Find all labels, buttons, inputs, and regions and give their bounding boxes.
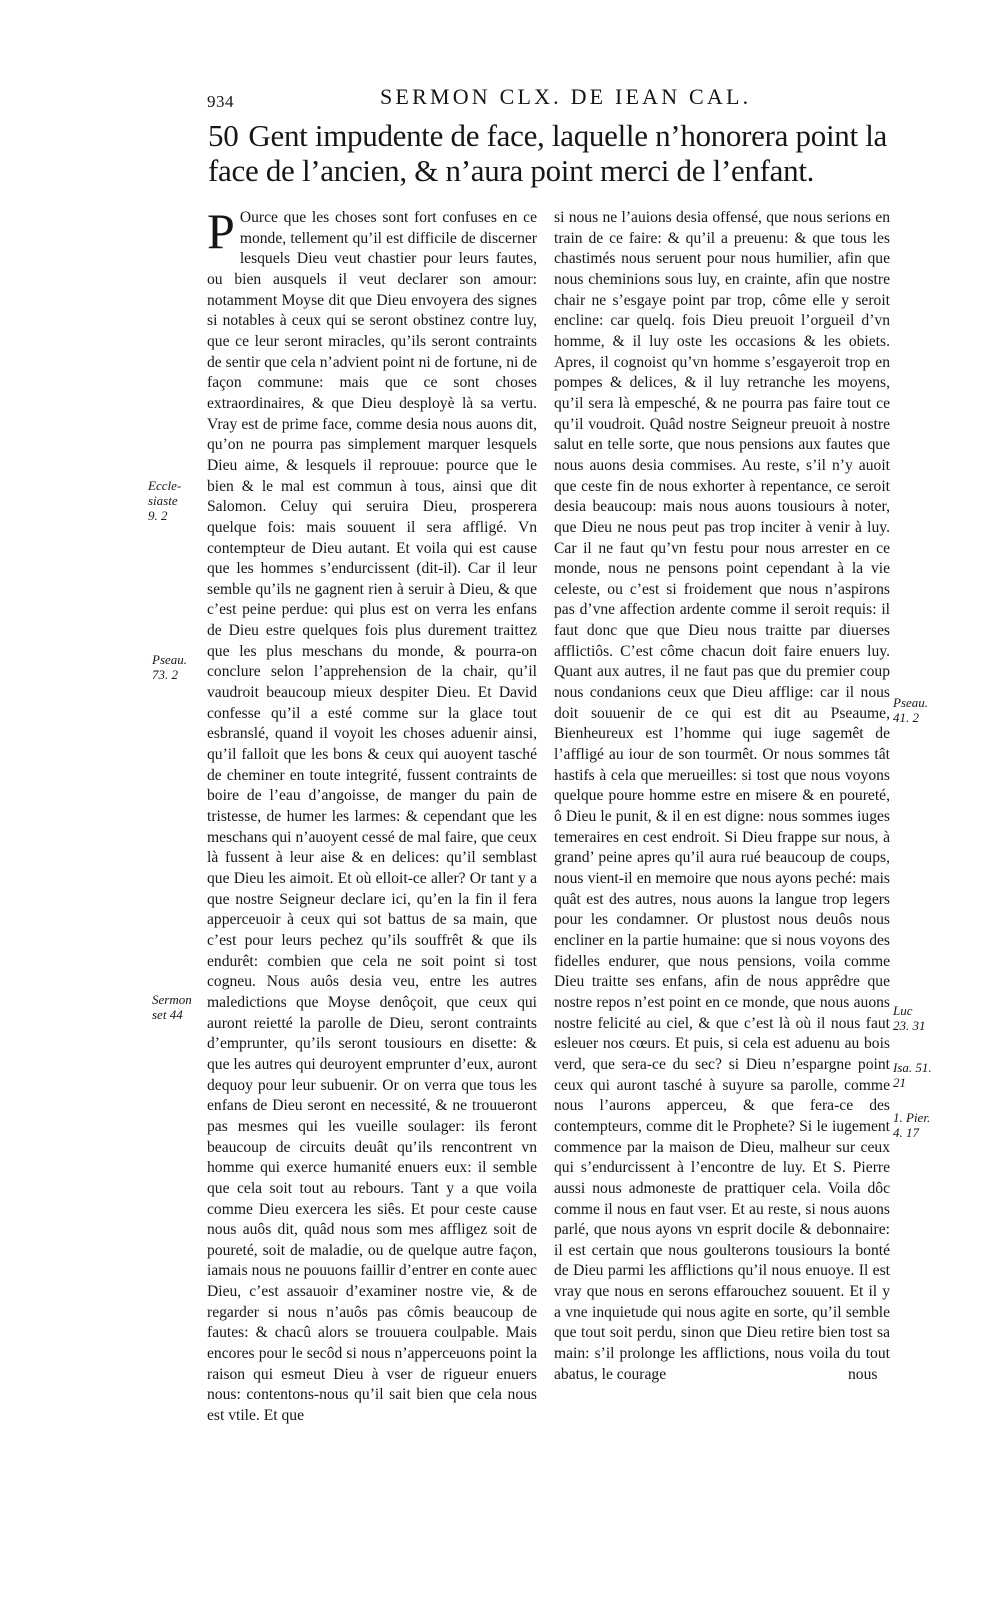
margin-note-line: set 44 [152,1007,183,1022]
margin-note-pierre [893,1110,930,1140]
page-number: 934 [207,92,234,111]
margin-note-line: 1. Pier. [893,1110,931,1125]
catchword: nous [848,1366,878,1383]
margin-note-line: Luc [893,1003,913,1018]
margin-note-line: Isa. 51. [893,1060,932,1075]
margin-note-line: 23. 31 [893,1018,926,1033]
left-column-paragraph [207,203,537,1427]
margin-note-line: 73. 2 [152,667,178,682]
margin-note-line: Pseau. [893,695,929,710]
left-column-text: Ource que les choses sont fort confuses en ce monde, tellement qu’il est difficile de discerner lesquels Dieu veut chastier pour leurs fautes, ou bien ausquels il veut declarer son amour: notamment Moyse dit que Dieu envoyera des signes si notables à ceux qui se seront obstinez contre luy, que ce leur seront miracles, qu’ils seront contraints de sentir que cela n’advient point ni de fortune, ni de façon commune: mais que ce sont choses extraordinaires, & que Dieu desployè là sa vertu. Vray est de prime face, comme desia nous auons dit, qu’on ne pourra pas simplement marquer lesquels Dieu aime, & lesquels il reprouue: pource que le bien & le mal est commun à tous, ainsi que dit Salomon. Celuy qui seruira Dieu, prosperera quelque fois: mais souuent il sera affligé. Vn contempteur de Dieu autant. Et voila qui est cause que les hommes s’endurcissent (dit-il). Car il leur semble qu’ils ne gagnent rien à seruir à Dieu, & que c’est peine perdue: qui plus est on verra les enfans de Dieu estre quelques fois plus durement traittez que les plus meschans du monde, & pourra-on conclure selon l’apprehension de la chair, qu’il vaudroit beaucoup mieux despiter Dieu. Et David confesse qu’il a esté comme sur la glace tout esbranslé, quand il voyoit les choses aduenir ainsi, qu’il falloit que les bons & ceux qui auoyent tasché de cheminer en toute integrité, fussent contraints de boire de l’eau d’angoisse, de manger du pain de tristesse, de humer les larmes: & cependant que les meschans qui n’auoyent cessé de mal faire, que ceux là fussent à leur aise & en delices: qu’il semblast que Dieu les aimoit. Et où elloit-ce aller? Or tant y a que nostre Seigneur declare ici, qu’en la fin il fera apperceuoir à ceux qui sot battus de sa main, que c’est pour leurs pechez qu’ils souffrêt & que ils endurêt: combien que cela ne soit point si tost cogneu. Nous auôs desia veu, entre les autres maledictions que Moyse denôçoit, que ceux qui auront reietté la parolle de Dieu, seront contraints d’emprunter, qu’ils seront tousiours en disette: & que les autres qui deuroyent emprunter d’eux, auront dequoy pour leur subuenir. Or on verra que tous les enfans de Dieu seront en necessité, & ne trouueront pas mesmes qui les vueille soulager: ils feront beaucoup de circuits deuât qu’ils rencontrent vn homme qui exerce humanité enuers eux: il semble que cela soit tout au rebours. Tant y a que voila comme Dieu exercera les siês. Et pour ceste cause nous auôs dit, quâd nous som mes affligez soit de poureté, soit de maladie, ou de quelque autre façon, iamais nous ne pouuons faillir d’entrer en conte auec Dieu, c’est assauoir d’examiner nostre vie, & de regarder si nous n’auôs pas cômis beaucoup de fautes: & chacû alors se trouuera coulpable. Mais encores pour le secôd si nous n’apperceuons point la raison qui esmeut Dieu à vser de rigueur enuers nous: contentons-nous qu’il sait bien que cela nous est vtile. Et que [207,209,537,1425]
right-column-text: si nous ne l’auions desia offensé, que nous serions en train de ce faire: & qu’il a preuenu: & que tous les chastimés nous seruent pour nous humilier, afin que nous cheminions sous luy, en crainte, afin que nostre chair ne s’esgaye point par trop, côme elle y seroit encline: car quelq. fois Dieu preuoit l’orgueil d’vn homme, & il luy oste les occasions & les obiets. Apres, il cognoist qu’vn homme s’esgayeroit trop en pompes & delices, & il luy retranche les moyens, qu’il sera là empesché, & ne pourra pas faire tout ce qu’il voudroit. Quâd nostre Seigneur preuoit à nostre salut en telle sorte, que nous pensions aux fautes que nous auons desia commises. Au reste, s’il n’y auoit que ceste fin de nous exhorter à repentance, ce seroit desia beaucoup: mais nous auons tousiours à noter, que Dieu ne nous peut pas trop inciter à venir à luy. Car il ne faut qu’vn festu pour nous arrester en ce monde, nous ne pensons point cependant à la vie celeste, ou c’est si froidement que nous n’aspirons pas d’vne affection ardente comme il seroit requis: il faut donc que que Dieu nous traitte par diuerses afflictiôs. C’est côme chacun doit faire enuers luy. Quant aux autres, il ne faut pas que du premier coup nous condanions ceux que Dieu afflige: car il nous doit souuenir de ce qui est dit au Pseaume, Bienheureux est l’homme qui iuge sagemêt de l’affligé au iour de son tourmêt. Or nous sommes tât hastifs à cela que merueilles: si tost que nous voyons quelque poure homme estre en misere & en poureté, ô Dieu le punit, & il en est digne: nous sommes iuges temeraires en cest endroit. Si Dieu frappe sur nous, à grand’ peine apres qu’il aura rué beaucoup de coups, nous vient-il en memoire que nous ayons peché: mais quât est des autres, nous auons la langue trop legers pour les condamner. Or plustost nous deuôs nous encliner en la partie humaine: que si nous voyons des fidelles endurer, que nous pensions, voila comme Dieu traitte ses enfans, afin de nous apprêdre que nostre repos n’est point en ce monde, que nous auons nostre felicité au ciel, & que c’est là où il nous faut esleuer nos cœurs. Et puis, si cela est aduenu au bois verd, que sera-ce du sec? si Dieu n’espargne point ceux qui auront tasché à suyure sa parolle, comme nous l’aurons apperceu, & que fera-ce des contempteurs, comme dit le Prophete? Si le iugement commence par la maison de Dieu, malheur sur ceux qui s’endurcissent à l’encontre de luy. Et S. Pierre aussi nous admoneste de prattiquer cela. Voila dôc comme il nous en faut vser. Et au reste, si nous auons parlé, que nous ayons vn esprit docile & debonnaire: il est certain que nous goulterons tousiours la bonté de Dieu parmi les afflictions qu’il nous enuoye. Il est vray que nous en serons effarouchez souuent. Et il y a vne inquietude qui nous agite en sorte, qu’il semble que tout soit perdu, sinon que Dieu retire bien tost sa main: s’il prolonge les afflictions, nous voila du tout abatus, le courage [554,209,890,1383]
margin-note-isaie [893,1060,932,1090]
margin-note-line: 9. 2 [148,508,168,523]
drop-cap: P [207,203,235,259]
margin-note-luc [893,1003,926,1033]
margin-note-line: 41. 2 [893,710,919,725]
verse-number: 50 [208,118,239,153]
running-head: SERMON CLX. DE IEAN CAL. [380,84,752,109]
margin-note-line: Eccle- [148,478,182,493]
margin-note-line: 4. 17 [893,1125,919,1140]
verse-text: Gent impudente de face, laquelle n’honorera point la face de l’ancien, & n’aura point merci de l’enfant. [208,118,887,188]
margin-note-line: 21 [893,1075,906,1090]
left-column [207,203,537,1427]
margin-note-line: siaste [148,493,178,508]
margin-note-line: Sermon [152,992,192,1007]
right-column [554,208,890,1385]
margin-note-pseaume-73 [152,652,187,682]
margin-note-ecclesiaste [148,478,181,523]
margin-note-sermon-44 [152,992,192,1022]
verse-heading [208,118,928,188]
margin-note-line: Pseau. [152,652,188,667]
margin-note-pseaume-41 [893,695,928,725]
